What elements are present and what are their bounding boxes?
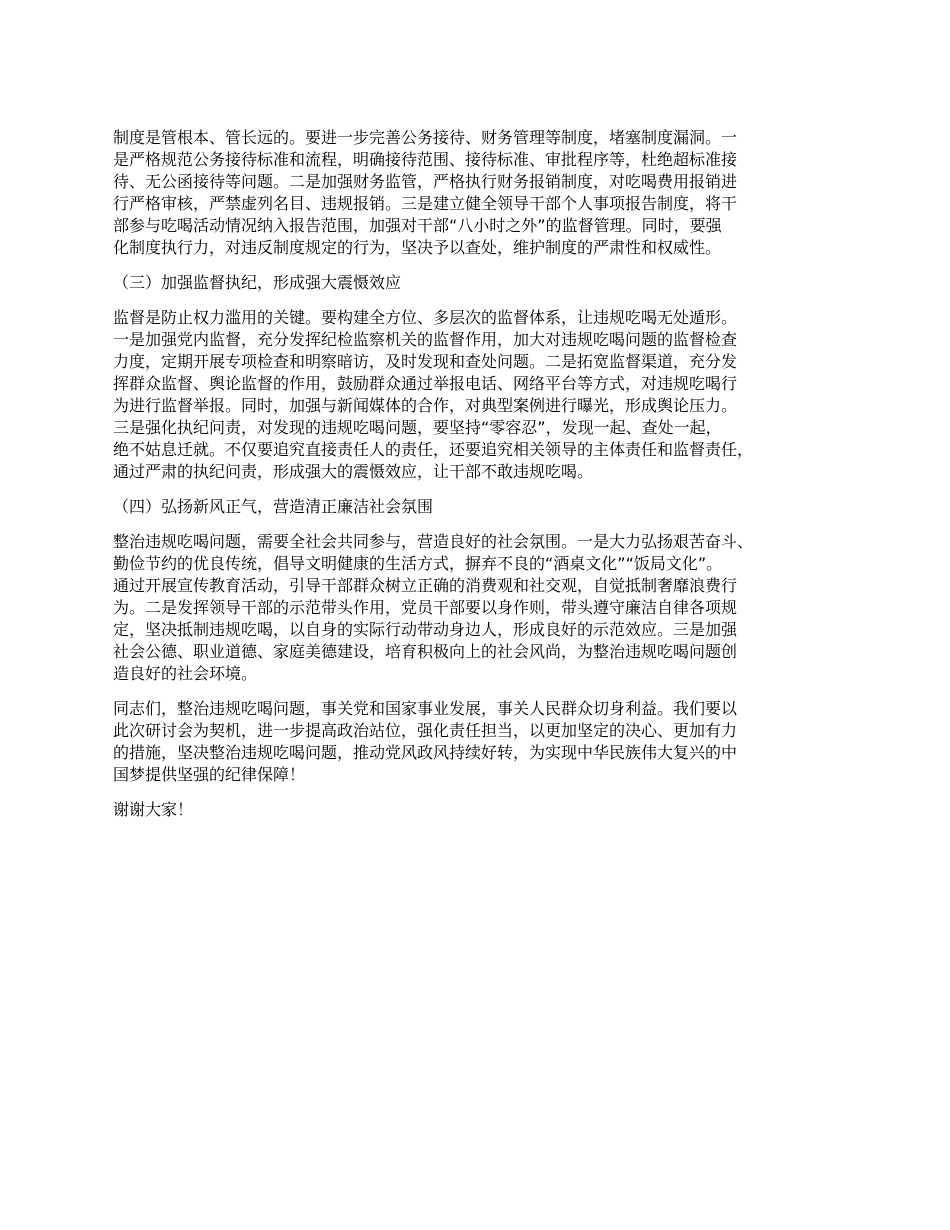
text-line: 勤俭节约的优良传统，倡导文明健康的生活方式，摒弃不良的“酒桌文化”“饭局文化”。 [113, 554, 723, 573]
text-line: 通过严肃的执纪问责，形成强大的震慑效应，让干部不敢违规吃喝。 [113, 462, 594, 481]
text-line: 监督是防止权力滥用的关键。要构建全方位、多层次的监督体系，让违规吃喝无处遁形。 [113, 308, 738, 327]
paragraph-conclusion [113, 698, 857, 786]
text-line: 力度，定期开展专项检查和明察暗访，及时发现和查处问题。二是拓宽监督渠道，充分发 [113, 352, 738, 371]
text-line: 制度是管根本、管长远的。要进一步完善公务接待、财务管理等制度，堵塞制度漏洞。一 [113, 128, 738, 147]
section-heading-4: （四）弘扬新风正气，营造清正廉洁社会氛围 [113, 497, 434, 516]
document-body [113, 127, 857, 834]
text-line: 三是强化执纪问责，对发现的违规吃喝问题，要坚持“零容忍”，发现一起、查处一起， [113, 418, 722, 437]
text-line: 是严格规范公务接待标准和流程，明确接待范围、接待标准、审批程序等，杜绝超标准接 [113, 150, 738, 169]
text-line: 挥群众监督、舆论监督的作用，鼓励群众通过举报电话、网络平台等方式，对违规吃喝行 [113, 374, 738, 393]
text-line: 部参与吃喝活动情况纳入报告范围，加强对干部“八小时之外”的监督管理。同时，要强 [113, 216, 722, 235]
text-line: 的措施，坚决整治违规吃喝问题，推动党风政风持续好转，为实现中华民族伟大复兴的中 [113, 743, 738, 762]
paragraph-supervision [113, 307, 857, 483]
text-line: 社会公德、职业道德、家庭美德建设，培育积极向上的社会风尚，为整治违规吃喝问题创 [113, 642, 738, 661]
text-line: 一是加强党内监督，充分发挥纪检监察机关的监督作用，加大对违规吃喝问题的监督检查 [113, 330, 738, 349]
text-line: 国梦提供坚强的纪律保障！ [113, 765, 306, 784]
text-line: 定，坚决抵制违规吃喝，以自身的实际行动带动身边人，形成良好的示范效应。三是加强 [113, 620, 738, 639]
text-line: 同志们，整治违规吃喝问题，事关党和国家事业发展，事关人民群众切身利益。我们要以 [113, 699, 738, 718]
paragraph-social-atmosphere [113, 531, 857, 685]
text-line: 待、无公函接待等问题。二是加强财务监管，严格执行财务报销制度，对吃喝费用报销进 [113, 172, 738, 191]
paragraph-system-improvement [113, 127, 857, 259]
text-line: 造良好的社会环境。 [113, 664, 258, 683]
text-line: 化制度执行力，对违反制度规定的行为，坚决予以查处，维护制度的严肃性和权威性。 [113, 238, 722, 257]
text-line: 此次研讨会为契机，进一步提高政治站位，强化责任担当，以更加坚定的决心、更加有力 [113, 721, 738, 740]
section-heading-3: （三）加强监督执纪，形成强大震慑效应 [113, 273, 402, 292]
text-line: 行严格审核，严禁虚列名目、违规报销。三是建立健全领导干部个人事项报告制度，将干 [113, 194, 738, 213]
closing-thanks: 谢谢大家！ [113, 800, 194, 819]
text-line: 为进行监督举报。同时，加强与新闻媒体的合作，对典型案例进行曝光，形成舆论压力。 [113, 396, 738, 415]
text-line: 通过开展宣传教育活动，引导干部群众树立正确的消费观和社交观，自觉抵制奢靡浪费行 [113, 576, 738, 595]
text-line: 绝不姑息迁就。不仅要追究直接责任人的责任，还要追究相关领导的主体责任和监督责任， [113, 440, 754, 459]
text-line: 为。二是发挥领导干部的示范带头作用，党员干部要以身作则，带头遵守廉洁自律各项规 [113, 598, 738, 617]
text-line: 整治违规吃喝问题，需要全社会共同参与，营造良好的社会氛围。一是大力弘扬艰苦奋斗、 [113, 532, 754, 551]
